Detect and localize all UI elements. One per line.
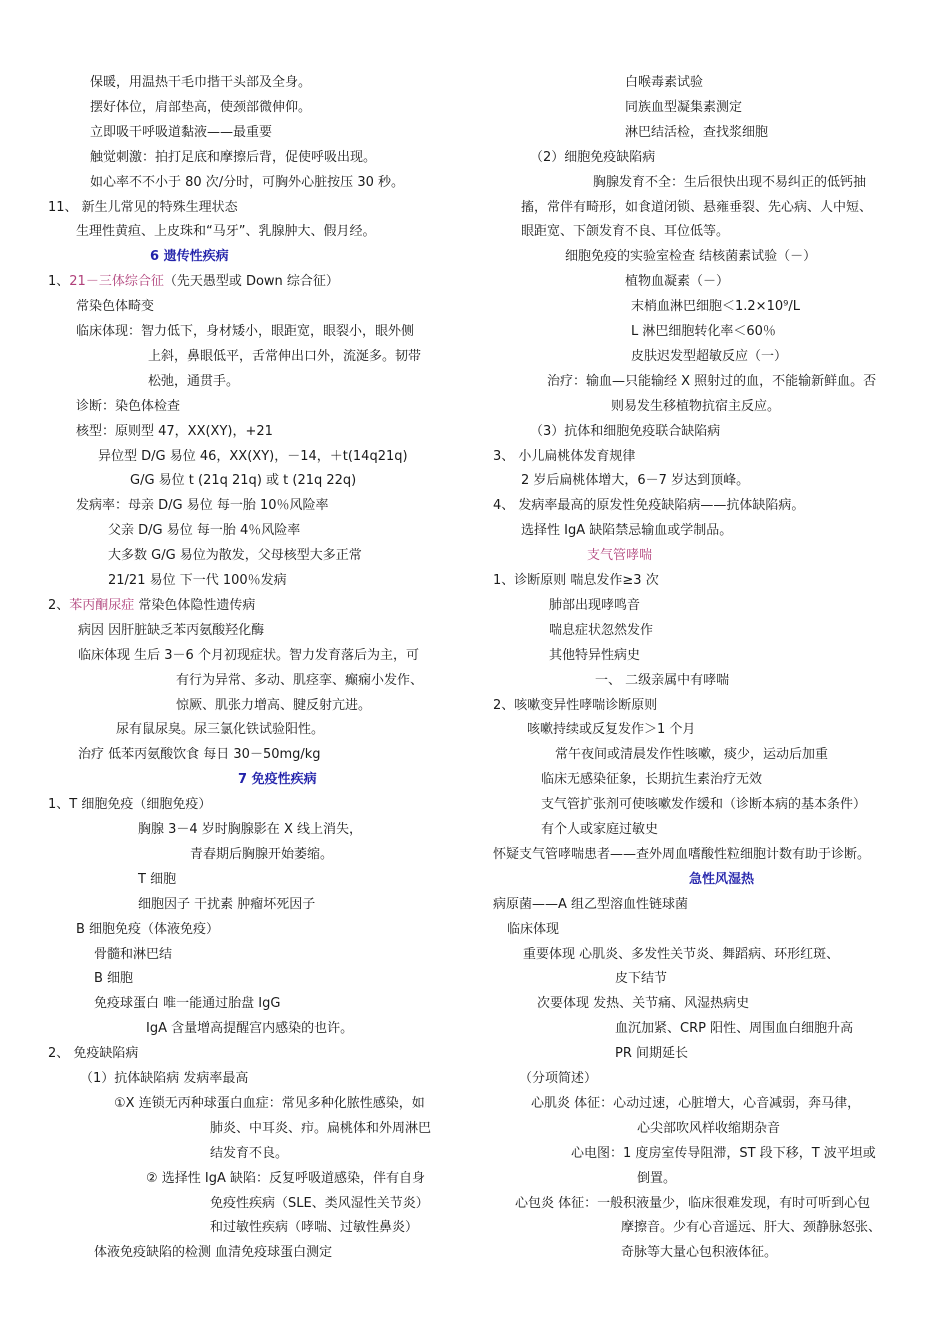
text-line [549, 595, 640, 619]
text-line [48, 595, 255, 619]
text-line [625, 97, 742, 121]
text-segment: 倒置。 [637, 1170, 677, 1186]
text-line [76, 296, 154, 320]
text-line [76, 421, 273, 445]
text-line [615, 1018, 853, 1042]
text-segment: （分项简述） [519, 1071, 598, 1086]
text-line [76, 396, 180, 420]
text-segment: 肺部出现哮鸣音 [549, 597, 641, 613]
text-segment: 1、诊断原则 喘息发作≥3 次 [493, 573, 659, 588]
text-segment: 立即吸干呼吸道黏液——最重要 [90, 124, 273, 140]
text-segment: 咳嗽持续或反复发作＞1 个月 [527, 722, 696, 738]
text-line [76, 919, 219, 943]
section-heading [238, 769, 317, 793]
text-segment: 2 岁后扁桃体增大，6－7 岁达到顶峰。 [521, 473, 750, 489]
text-line [90, 147, 376, 171]
text-segment: 则易发生移植物抗宿主反应。 [611, 398, 781, 414]
text-line [595, 670, 729, 694]
text-segment: （先天愚型或 Down 综合征） [163, 274, 339, 290]
text-line [90, 172, 404, 196]
text-segment: 血沉加紧、CRP 阳性、周围血白细胞升高 [615, 1021, 854, 1037]
text-segment: 常染色体畸变 [76, 299, 155, 315]
text-segment: 7 免疫性疾病 [238, 772, 317, 788]
text-line [549, 620, 653, 644]
text-line [547, 371, 876, 395]
text-segment: G/G 易位 t (21q 21q) 或 t (21q 22q) [130, 473, 357, 489]
text-line [146, 1168, 425, 1192]
text-segment: B 细胞免疫（体液免疫） [76, 921, 220, 937]
text-line [138, 819, 362, 843]
text-line [48, 197, 238, 221]
text-line [98, 446, 408, 470]
text-segment: 常染色体隐性遗传病 [134, 597, 256, 613]
text-segment: 临床体现 [507, 921, 560, 937]
text-segment: 惊厥、肌张力增高、腱反射亢进。 [176, 697, 372, 713]
text-line [210, 1118, 431, 1142]
text-line [541, 819, 658, 843]
text-line [80, 1068, 248, 1092]
text-segment: IgA 含量增高提醒宫内感染的也许。 [146, 1021, 354, 1037]
text-segment: 细胞因子 干扰素 肿瘤坏死因子 [138, 896, 316, 912]
text-line [523, 944, 839, 968]
text-segment: B 细胞 [94, 971, 134, 987]
text-line [148, 346, 421, 370]
text-line [94, 993, 280, 1017]
text-segment: ①X 连锁无丙种球蛋白血症：常见多种化脓性感染，如 [114, 1095, 425, 1111]
text-line [493, 695, 657, 719]
text-segment: 常午夜间或清晨发作性咳嗽，痰少，运动后加重 [555, 747, 829, 763]
text-segment: 末梢血淋巴细胞＜1.2×10⁹/L [631, 299, 800, 315]
text-segment: 皮下结节 [615, 971, 668, 987]
text-line [625, 72, 703, 96]
text-line [637, 1118, 780, 1142]
text-line [78, 620, 264, 644]
text-segment: 病原菌——A 组乙型溶血性链球菌 [493, 896, 689, 912]
text-line [76, 321, 414, 345]
text-line [611, 396, 780, 420]
text-line [493, 446, 635, 470]
text-segment: （2）细胞免疫缺陷病 [530, 149, 656, 165]
text-line [571, 1143, 876, 1167]
text-segment: 支气管扩张剂可使咳嗽发作缓和（诊断本病的基本条件） [541, 797, 867, 813]
text-segment: 结发育不良。 [210, 1145, 289, 1161]
text-line [507, 919, 559, 943]
text-segment: 白喉毒素试验 [625, 75, 704, 90]
text-line [515, 1193, 870, 1217]
text-segment: 其他特异性病史 [549, 647, 641, 663]
text-line [637, 1168, 676, 1192]
text-line [148, 371, 239, 395]
text-segment: 喘息症状忽然发作 [549, 622, 654, 638]
text-segment: 1、T 细胞免疫（细胞免疫） [48, 797, 212, 813]
text-line [108, 570, 287, 594]
text-line [615, 1043, 688, 1067]
section-heading [689, 869, 754, 893]
text-line [541, 769, 762, 793]
text-line [138, 869, 176, 893]
text-line [530, 147, 655, 171]
text-segment: 同族血型凝集素测定 [625, 99, 743, 115]
text-line [493, 495, 804, 519]
text-segment: 植物血凝素（－） [625, 274, 730, 290]
highlight-term: 苯丙酮尿症 [69, 597, 135, 613]
text-segment: 发病率：母亲 D/G 易位 每一胎 10％风险率 [76, 498, 329, 514]
text-segment: 骨髓和淋巴结 [94, 946, 173, 962]
text-segment: 尿有鼠尿臭。尿三氯化铁试验阳性。 [116, 722, 325, 738]
text-line [78, 744, 321, 768]
text-segment: （1）抗体缺陷病 发病率最高 [80, 1071, 249, 1086]
text-segment: 青春期后胸腺开始萎缩。 [190, 846, 334, 862]
text-line [116, 719, 324, 743]
text-line [625, 271, 729, 295]
text-segment: 大多数 G/G 易位为散发，父母核型大多正常 [108, 548, 362, 564]
text-line [190, 844, 333, 868]
text-segment: 心肌炎 体征：心动过速，心脏增大，心音减弱，奔马律， [531, 1095, 861, 1111]
text-line [138, 894, 315, 918]
text-line [541, 794, 866, 818]
text-segment: L 淋巴细胞转化率＜60％ [631, 324, 776, 339]
text-line [555, 744, 828, 768]
text-segment: 胸腺发育不全：生后很快出现不易纠正的低钙抽 [593, 174, 867, 190]
text-segment: 上斜，鼻眼低平，舌常伸出口外，流涎多。韧带 [148, 348, 422, 364]
text-segment: 治疗：输血—只能输经 X 照射过的血，不能输新鲜血。否 [547, 373, 877, 389]
text-segment: 细胞免疫的实验室检查 结核菌素试验（－） [565, 249, 817, 265]
text-segment: 眼距宽、下颌发育不良、耳位低等。 [521, 224, 730, 240]
text-line [90, 72, 311, 96]
text-line [108, 545, 362, 569]
text-segment: 免疫球蛋白 唯一能通过胎盘 IgG [94, 996, 281, 1012]
text-segment: 次要体现 发热、关节痛、风湿热病史 [537, 996, 750, 1012]
text-line [521, 470, 749, 494]
text-line [615, 968, 667, 992]
text-line [530, 421, 720, 445]
text-line [48, 1043, 138, 1067]
text-segment: （3）抗体和细胞免疫联合缺陷病 [530, 423, 721, 439]
text-line [549, 645, 640, 669]
text-segment: 心包炎 体征：一般积液量少，临床很难发现，有时可听到心包 [515, 1195, 871, 1211]
highlight-heading [587, 545, 652, 569]
text-segment: 11、 新生儿常见的特殊生理状态 [48, 199, 238, 215]
text-segment: 核型：原则型 47，XX(XY)，+21 [76, 423, 273, 439]
text-segment: 诊断：染色体检查 [76, 398, 181, 414]
text-segment: 心尖部吹风样收缩期杂音 [637, 1120, 781, 1136]
text-segment: 临床体现：智力低下，身材矮小，眼距宽，眼裂小，眼外侧 [76, 324, 415, 339]
text-segment: ② 选择性 IgA 缺陷：反复呼吸道感染，伴有自身 [146, 1170, 426, 1186]
text-line [521, 197, 872, 221]
text-line [593, 172, 866, 196]
text-segment: PR 间期延长 [615, 1046, 689, 1062]
text-segment: 4、 发病率最高的原发性免疫缺陷病——抗体缺陷病。 [493, 498, 805, 514]
text-segment: 临床无感染征象，长期抗生素治疗无效 [541, 772, 763, 788]
text-line [210, 1217, 418, 1241]
text-line [90, 122, 272, 146]
text-line [48, 271, 339, 295]
text-segment: 搐，常伴有畸形，如食道闭锁、悬雍垂裂、先心病、人中短、 [521, 199, 873, 215]
text-line [565, 246, 816, 270]
text-segment: 2、 [48, 597, 70, 613]
text-segment: 胸腺 3－4 岁时胸腺影在 X 线上消失， [138, 822, 362, 837]
text-line [130, 470, 356, 494]
text-line [537, 993, 749, 1017]
text-line [631, 321, 776, 345]
text-segment: 临床体现 生后 3－6 个月初现症状。智力发育落后为主，可 [78, 647, 419, 663]
text-line [621, 1242, 777, 1266]
text-segment: 肺炎、中耳炎、疖。扁桃体和外周淋巴 [210, 1120, 432, 1136]
text-line [78, 645, 419, 669]
text-segment: 2、 免疫缺陷病 [48, 1046, 139, 1062]
text-segment: 和过敏性疾病（哮喘、过敏性鼻炎） [210, 1220, 419, 1236]
text-line [493, 844, 870, 868]
text-segment: 体液免疫缺陷的检测 血清免疫球蛋白测定 [94, 1245, 333, 1261]
text-segment: 有个人或家庭过敏史 [541, 822, 659, 837]
text-line [625, 122, 768, 146]
text-segment: 奇脉等大量心包积液体征。 [621, 1245, 778, 1261]
text-line [531, 1093, 860, 1117]
text-line [521, 520, 732, 544]
text-segment: 摆好体位，肩部垫高，使颈部微伸仰。 [90, 99, 312, 115]
text-line [631, 296, 800, 320]
text-segment: 免疫性疾病（SLE、类风湿性关节炎） [210, 1195, 429, 1211]
text-segment: 保暖，用温热干毛巾揩干头部及全身。 [90, 75, 312, 90]
text-line [90, 97, 311, 121]
text-segment: 如心率不不小于 80 次/分时，可胸外心脏按压 30 秒。 [90, 174, 404, 190]
text-line [521, 221, 729, 245]
text-line [94, 944, 172, 968]
text-line [76, 495, 329, 519]
text-segment: 3、 小儿扁桃体发育规律 [493, 448, 636, 464]
text-segment: 皮肤迟发型超敏反应（一） [631, 348, 788, 364]
text-segment: T 细胞 [138, 871, 177, 887]
text-segment: 异位型 D/G 易位 46，XX(XY)，－14，＋t(14q21q) [98, 448, 408, 464]
text-segment: 选择性 IgA 缺陷禁忌输血或学制品。 [521, 523, 733, 539]
text-segment: 有行为异常、多动、肌痉挛、癫痫小发作、 [176, 672, 424, 688]
text-line [114, 1093, 425, 1117]
text-line [527, 719, 695, 743]
text-line [210, 1143, 288, 1167]
text-segment: 松弛，通贯手。 [148, 373, 240, 389]
text-segment: 重要体现 心肌炎、多发性关节炎、舞蹈病、环形红斑、 [523, 946, 840, 962]
text-segment: 生理性黄疸、上皮珠和“马牙”、乳腺肿大、假月经。 [76, 224, 376, 240]
text-segment: 21/21 易位 下一代 100％发病 [108, 573, 287, 588]
text-line [621, 1217, 881, 1241]
text-line [94, 968, 133, 992]
text-line [108, 520, 300, 544]
text-line [146, 1018, 353, 1042]
text-segment: 触觉刺激：拍打足底和摩擦后背，促使呼吸出现。 [90, 149, 377, 165]
text-line [94, 1242, 332, 1266]
highlight-term: 21－三体综合征 [69, 274, 164, 290]
text-line [210, 1193, 429, 1217]
text-line [176, 670, 423, 694]
text-segment: 病因 因肝脏缺乏苯丙氨酸羟化酶 [78, 622, 265, 638]
text-segment: 摩擦音。少有心音遥远、肝大、颈静脉怒张、 [621, 1220, 882, 1236]
text-segment: 一、 二级亲属中有哮喘 [595, 672, 730, 688]
text-segment: 心电图：1 度房室传导阻滞，ST 段下移，T 波平坦或 [571, 1145, 876, 1161]
text-line [176, 695, 371, 719]
text-segment: 淋巴结活检，查找浆细胞 [625, 124, 769, 140]
text-segment: 治疗 低苯丙氨酸饮食 每日 30－50mg/kg [78, 747, 321, 763]
text-segment: 怀疑支气管哮喘患者——查外周血嗜酸性粒细胞计数有助于诊断。 [493, 846, 871, 862]
text-segment: 支气管哮喘 [587, 548, 653, 564]
text-segment: 急性风湿热 [689, 871, 755, 887]
text-line [48, 794, 211, 818]
text-line [519, 1068, 597, 1092]
text-line [631, 346, 787, 370]
section-heading [150, 246, 229, 270]
text-segment: 1、 [48, 274, 70, 290]
text-line [493, 894, 688, 918]
text-segment: 6 遗传性疾病 [150, 249, 229, 265]
text-segment: 父亲 D/G 易位 每一胎 4％风险率 [108, 523, 301, 539]
text-segment: 2、咳嗽变异性哮喘诊断原则 [493, 697, 658, 713]
text-line [493, 570, 659, 594]
text-line [76, 221, 375, 245]
